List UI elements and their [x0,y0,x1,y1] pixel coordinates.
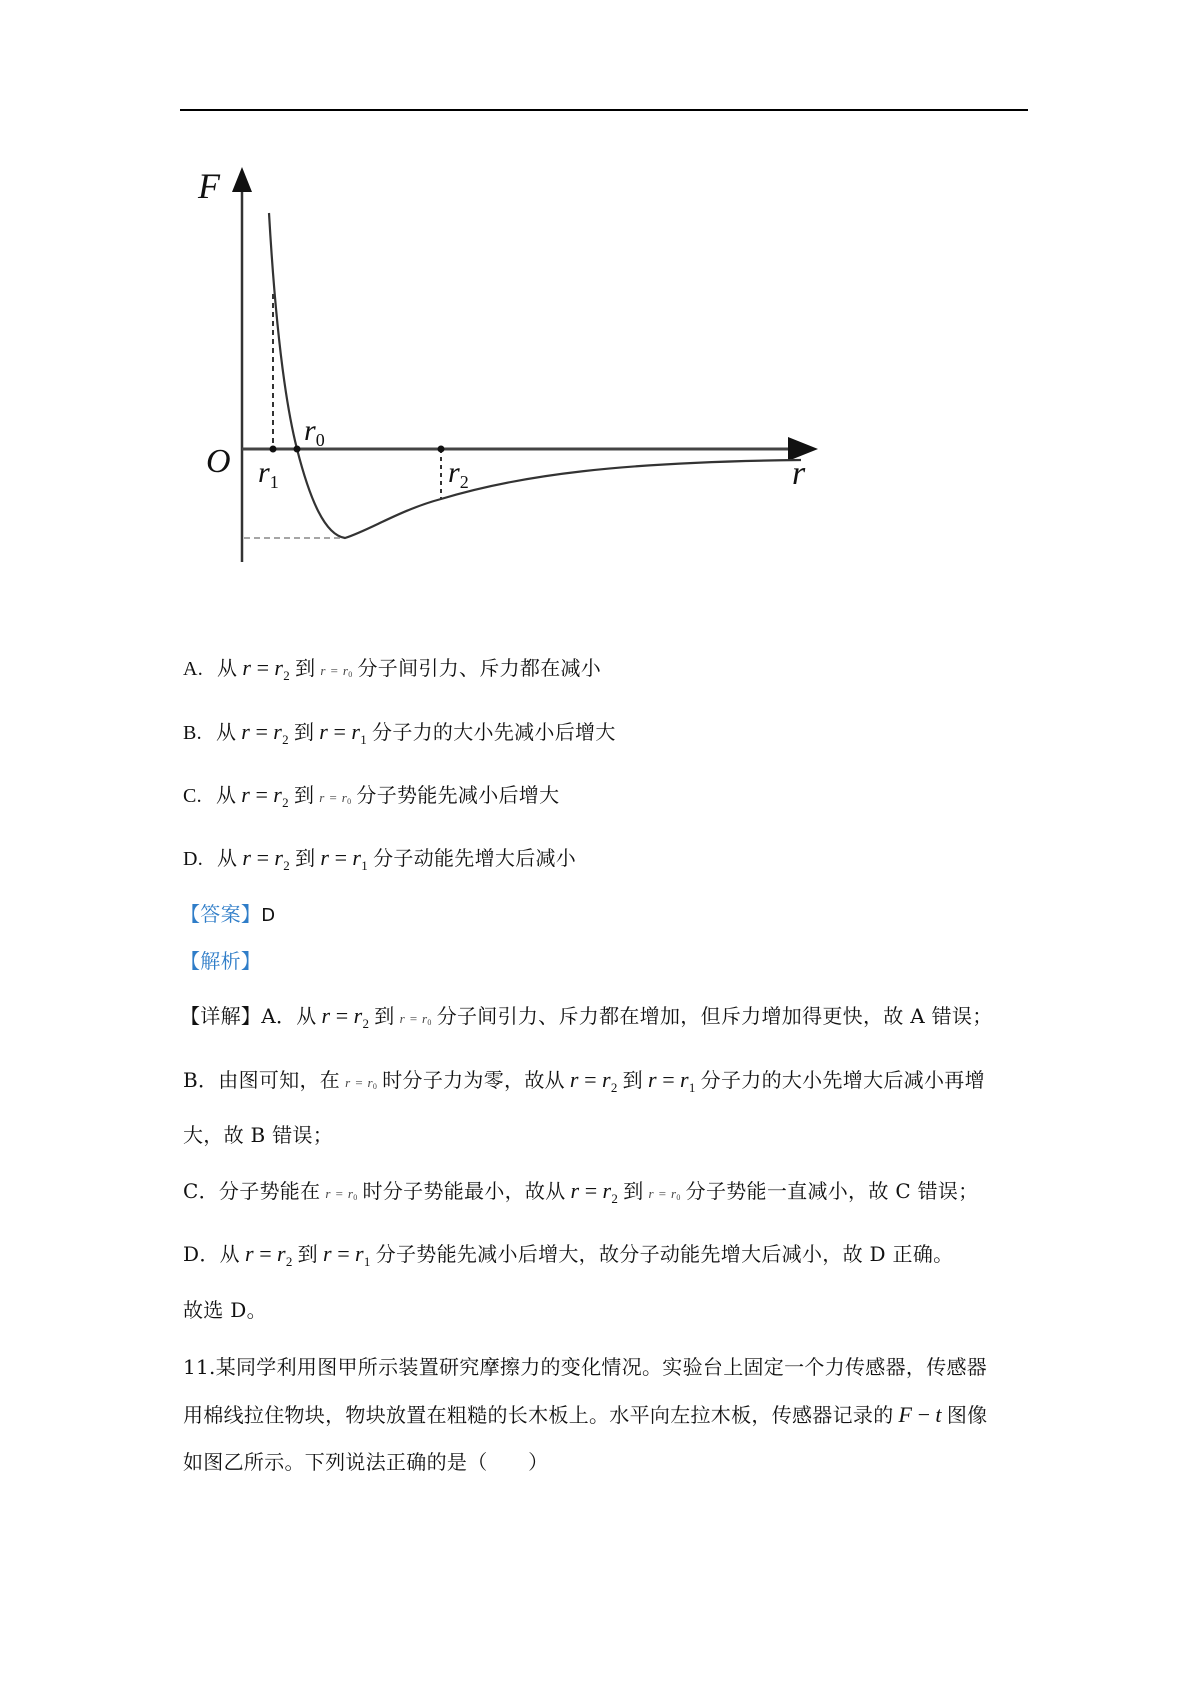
math-expression [241,782,289,810]
explanation-line [180,1003,993,1037]
math-var: r [399,1011,405,1026]
r1-label: $r_1$ [258,456,279,492]
math-var: r [342,663,349,678]
math-var: r [276,1241,286,1266]
text-run: 从 [217,656,238,680]
option-c [183,782,559,816]
origin-label: O [206,443,231,480]
math-subscript: 1 [361,858,369,873]
r0-label: $r_0$ [304,414,325,450]
r0-point [294,446,301,453]
answer-label: 【答案】 [180,902,262,926]
text-run: D．从 [183,1242,240,1266]
math-subscript: 2 [283,858,291,873]
math-expression [345,1075,377,1090]
math-subscript: 2 [362,1016,370,1031]
text-run: 从 [215,720,237,744]
math-var: r [355,1241,364,1266]
math-var: r [319,790,325,805]
text-run: 【详解】A．从 [180,1004,317,1028]
math-var: r [648,1186,654,1201]
text-run: C．分子势能在 [183,1179,321,1203]
math-var: r [320,845,330,870]
math-var: r [244,1241,254,1266]
math-var: r [352,845,362,870]
math-operator: = [582,1067,598,1092]
math-var: r [241,719,251,744]
text-run: 到 [623,1179,644,1203]
math-var: r [351,719,361,744]
math-operator: = [408,1011,419,1026]
option-letter: C. [183,785,202,807]
math-subscript: 0 [348,670,353,679]
explanation-line [183,1241,953,1275]
math-operator: = [583,1178,599,1203]
force-curve [269,213,801,538]
math-subscript: 1 [688,1080,696,1095]
math-subscript: 1 [363,1254,371,1269]
math-operator: = [254,782,270,807]
math-subscript: 2 [282,732,289,747]
answer-line [180,901,275,929]
math-var: r [273,782,283,807]
option-b [183,719,616,753]
explanation-line [183,1067,985,1101]
math-operator: = [328,790,338,805]
text-run: 图像 [946,1403,988,1427]
math-var: r [570,1178,580,1203]
text-run: 用棉线拉住物块，物块放置在粗糙的长木板上。水平向左拉木板，传感器记录的 [183,1403,894,1427]
math-subscript: 1 [360,732,368,747]
explanation-line [183,1122,333,1148]
math-operator: − [916,1402,932,1427]
option-letter: A. [183,658,204,680]
math-expression [320,845,369,873]
math-operator: = [329,663,339,678]
math-var: r [322,1241,332,1266]
math-var: r [367,1075,373,1090]
math-subscript: 2 [282,795,289,810]
math-var: r [602,1178,612,1203]
math-subscript: 2 [283,668,291,683]
r2-label: $r_2$ [448,456,469,492]
text-run: 到 [293,783,315,807]
math-var: r [273,719,283,744]
math-var: r [325,1186,331,1201]
math-var: r [242,845,252,870]
math-subscript: 0 [372,1082,378,1091]
math-var: r [601,1067,611,1092]
math-var: r [670,1186,677,1201]
math-operator: = [354,1075,364,1090]
text-run: 11.某同学利用图甲所示装置研究摩擦力的变化情况。实验台上固定一个力传感器，传感器 [183,1355,988,1379]
math-expression [319,790,351,805]
math-operator: = [335,1241,351,1266]
text-run: 从 [217,846,238,870]
force-distance-graph [0,0,1200,600]
text-run: 分子势能一直减小，故 C 错误； [685,1179,979,1203]
math-expression [322,1241,371,1269]
text-run: 分子间引力、斥力都在增加，但斥力增加得更快，故 A 错误； [436,1004,993,1028]
math-expression [569,1067,618,1095]
question-line [183,1402,987,1428]
math-operator: = [255,845,271,870]
text-run: 分子力的大小先增大后减小再增 [700,1068,985,1092]
math-expression [647,1067,696,1095]
math-var: F [898,1402,913,1427]
answer-value: D [261,905,276,926]
math-subscript: 2 [285,1254,293,1269]
option-d [183,845,576,879]
math-var: r [347,1186,354,1201]
math-expression [319,719,368,747]
question-line [183,1354,987,1380]
math-expression [325,1186,357,1201]
math-subscript: 2 [611,1191,619,1206]
math-expression [649,1186,681,1201]
math-var: r [679,1067,689,1092]
math-expression [242,655,291,683]
math-var: r [241,782,251,807]
math-operator: = [334,1186,344,1201]
math-var: r [242,655,252,680]
text-run: 如图乙所示。下列说法正确的是（ ） [183,1450,549,1474]
text-run: 分子力的大小先减小后增大 [372,720,616,744]
text-run: 到 [295,656,316,680]
text-run: 到 [293,720,315,744]
math-var: r [341,790,348,805]
math-expression [321,1003,370,1031]
math-var: r [569,1067,579,1092]
text-run: 时分子力为零，故从 [382,1068,565,1092]
text-run: 到 [295,846,316,870]
text-run: 时分子势能最小，故从 [362,1179,566,1203]
text-run: 分子势能先减小后增大 [356,783,560,807]
option-letter: B. [183,722,202,744]
y-axis-label: F [198,166,220,206]
math-expression [570,1178,619,1206]
option-letter: D. [183,848,204,870]
math-var: r [647,1067,657,1092]
math-var: r [320,663,326,678]
math-subscript: 0 [676,1193,681,1202]
text-run: 分子动能先增大后减小 [373,846,577,870]
text-run: 到 [297,1242,318,1266]
math-var: r [319,719,329,744]
math-var: r [321,1003,331,1028]
math-operator: = [333,845,349,870]
math-var: r [422,1011,428,1026]
r2-point [438,446,445,453]
analysis-label: 【解析】 [180,949,262,973]
math-var: t [935,1402,942,1427]
math-operator: = [257,1241,273,1266]
text-run: 从 [215,783,237,807]
explanation-line [183,1297,267,1323]
math-operator: = [660,1067,676,1092]
r1-point [270,446,277,453]
text-run: 分子间引力、斥力都在减小 [357,656,602,680]
text-run: B．由图可知，在 [183,1068,341,1092]
math-subscript: 2 [610,1080,618,1095]
math-operator: = [255,655,271,680]
math-operator: = [254,719,270,744]
math-expression [320,663,352,678]
math-var: r [274,655,284,680]
math-operator: = [334,1003,350,1028]
math-subscript: 0 [353,1193,358,1202]
question-line [183,1449,548,1475]
math-var: r [274,845,284,870]
math-subscript: 0 [347,797,352,806]
x-axis-label: r [792,455,806,492]
math-expression [899,1402,942,1427]
text-run: 到 [622,1068,643,1092]
option-a [183,655,601,689]
math-var: r [353,1003,363,1028]
text-run: 到 [374,1004,395,1028]
math-operator: = [332,719,348,744]
math-expression [400,1011,432,1026]
explanation-line [183,1178,978,1212]
math-expression [241,719,289,747]
text-run: 故选 D。 [183,1298,267,1322]
math-expression [244,1241,293,1269]
text-run: 分子势能先减小后增大，故分子动能先增大后减小，故 D 正确。 [375,1242,954,1266]
math-operator: = [657,1186,667,1201]
text-run: 大，故 B 错误； [183,1123,334,1147]
math-expression [242,845,291,873]
math-subscript: 0 [427,1018,432,1027]
math-var: r [345,1075,351,1090]
